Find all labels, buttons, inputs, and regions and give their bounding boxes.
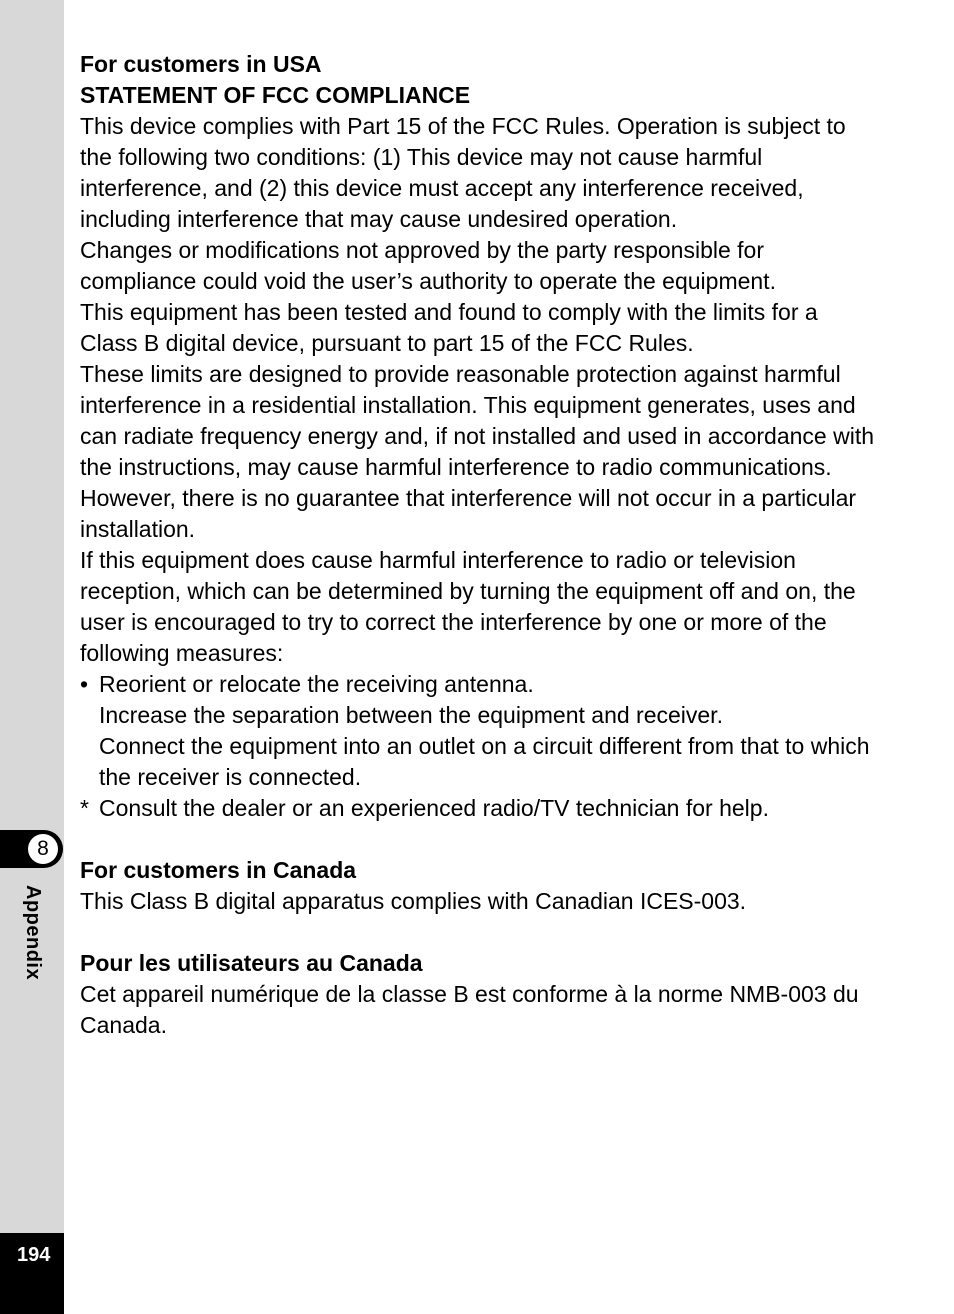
- bullet-marker: •: [80, 671, 89, 697]
- list-item: [80, 731, 880, 793]
- chapter-tab[interactable]: [0, 830, 63, 868]
- fcc-paragraph-1: This device complies with Part 15 of the FCC Rules. Operation is subject to the following two conditions: (1) This device may not cause harmful interference, and (2) this device must accept any interference received, including interference that may cause undesired operation.: [80, 113, 846, 232]
- chapter-number-badge: 8: [28, 834, 58, 864]
- page-number-box: [0, 1233, 64, 1314]
- measure-text-1: Reorient or relocate the receiving antenna.: [99, 671, 534, 697]
- fcc-paragraph-5: If this equipment does cause harmful interference to radio or television reception, which can be determined by turning the equipment off and on, the user is encouraged to try to correct the interference by one or more of the following measures:: [80, 547, 856, 666]
- usa-heading: For customers in USA: [80, 51, 322, 77]
- canada-heading: For customers in Canada: [80, 857, 357, 883]
- chapter-label: Appendix: [22, 885, 44, 981]
- list-item: [80, 700, 880, 731]
- page-content: [80, 49, 880, 1041]
- canada-fr-text: Cet appareil numérique de la classe B est conforme à la norme NMB-003 du Canada.: [80, 981, 859, 1038]
- fcc-statement-heading: STATEMENT OF FCC COMPLIANCE: [80, 82, 471, 108]
- measures-list: [80, 669, 880, 824]
- list-item: [80, 669, 880, 700]
- measure-text-2: Increase the separation between the equipment and receiver.: [99, 702, 723, 728]
- measure-text-4: Consult the dealer or an experienced radio/TV technician for help.: [99, 795, 769, 821]
- canada-text: This Class B digital apparatus complies with Canadian ICES-003.: [80, 888, 747, 914]
- fcc-paragraph-4: These limits are designed to provide reasonable protection against harmful interference in a residential installation. This equipment generates, uses and can radiate frequency energy and, if not installed and used in accordance with the instructions, may cause harmful interference to radio communications. However, there is no guarantee that interference will not occur in a particular installation.: [80, 361, 875, 542]
- side-strip: [0, 0, 64, 1314]
- spacer: [80, 824, 880, 855]
- measure-text-3: Connect the equipment into an outlet on a circuit different from that to which the receiver is connected.: [99, 733, 870, 790]
- fcc-paragraph-3: This equipment has been tested and found to comply with the limits for a Class B digital device, pursuant to part 15 of the FCC Rules.: [80, 299, 818, 356]
- canada-fr-heading: Pour les utilisateurs au Canada: [80, 950, 423, 976]
- fcc-paragraph-2: Changes or modifications not approved by the party responsible for compliance could void the user’s authority to operate the equipment.: [80, 237, 776, 294]
- list-item: [80, 793, 880, 824]
- page-number: 194: [17, 1244, 51, 1266]
- spacer: [80, 917, 880, 948]
- asterisk-marker: *: [80, 795, 89, 821]
